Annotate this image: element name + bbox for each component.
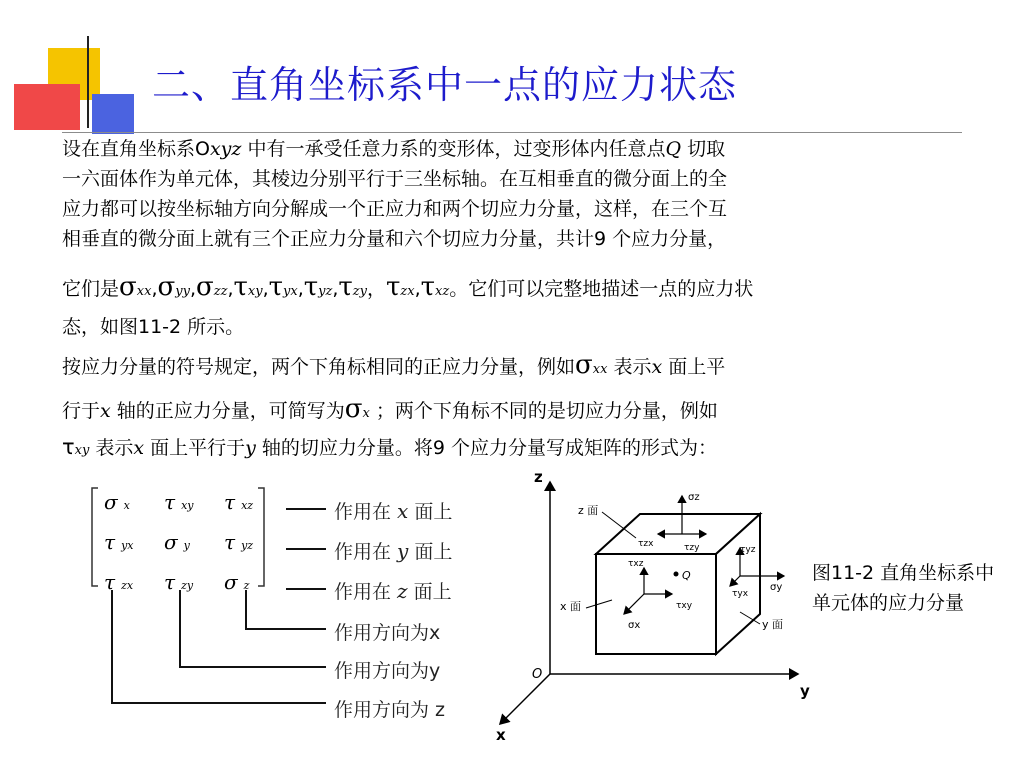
stress-subscript: xx [136,284,152,299]
para2-line3: τxy 表示x 面上平行于y 轴的切应力分量。将9 个应力分量写成矩阵的形式为： [62,435,718,459]
sigma-x-label: σx [628,620,641,631]
label-col-x: 作用方向为x [334,622,441,644]
para2-line1: 按应力分量的符号规定，两个下角标相同的正应力分量，例如σxx 表示x 面上平 [62,350,726,380]
stress-symbol: σ [119,272,137,302]
matrix-cell: τyx [104,530,134,554]
para1-line5: 它们是σxx,σyy,σzz,τxy,τyx,τyz,τzy，τzx,τxz。它们可以完整地描述一点的应力状 [62,272,754,302]
stress-subscript: zz [213,284,228,299]
tau-zx-label: τzx [638,539,654,549]
label-col-z: 作用方向为 z [334,699,446,721]
para1-line4: 相垂直的微分面上就有三个正应力分量和六个切应力分量，共计9 个应力分量， [62,228,727,250]
y-axis-label: y [800,682,810,700]
stress-subscript: xy [247,284,263,299]
stress-symbol: σ [157,272,176,302]
matrix-cell: σy [164,530,190,554]
stress-subscript: yx [283,284,298,299]
decor-blue-square [92,94,134,134]
title-divider [62,132,962,133]
element-cube-figure [478,462,808,762]
figure-caption: 图11-2 直角坐标系中单元体的应力分量 [812,562,995,614]
matrix-cell: τxz [224,490,254,514]
stress-subscript: yz [318,284,333,299]
decor-vertical-line [87,36,89,128]
matrix-cell: τxy [164,490,194,514]
z-axis-label: z [534,468,543,486]
origin-label: O [532,667,543,682]
tau-xy-label: τxy [676,601,693,611]
label-row-z: 作用在 z 面上 [334,579,452,603]
stress-symbol: τ [385,272,401,302]
stress-subscript: zy [352,284,367,299]
matrix-cell: σz [224,570,250,594]
stress-symbol: τ [268,272,283,302]
matrix-cell: τzx [104,570,134,594]
col-x-connector [112,590,326,703]
stress-symbol: τ [233,272,248,302]
tau-yz-label: τyz [740,545,756,555]
point-q-label: Q [682,569,691,582]
matrix-cells [92,486,272,596]
matrix-cell: σx [104,490,130,514]
para1-line6: 态，如图11-2 所示。 [62,316,245,338]
stress-symbol: τ [338,272,353,302]
matrix-cell: τzy [164,570,194,594]
tau-zy-label: τzy [684,543,700,553]
stress-subscript: xz [435,284,450,299]
page-title: 二、直角坐标系中一点的应力状态 [152,63,738,107]
z-face-label: z 面 [578,504,599,517]
sigma-y-label: σy [770,582,783,593]
tau-yx-label: τyx [732,589,749,599]
stress-component-list: σxx,σyy,σzz,τxy,τyx,τyz,τzy，τzx,τxz [119,272,450,302]
y-face-label: y 面 [762,618,784,631]
tau-xz-label: τxz [628,559,644,569]
label-col-y: 作用方向为y [334,660,441,682]
para1-line3: 应力都可以按坐标轴方向分解成一个正应力和两个切应力分量，这样，在三个互 [62,198,728,220]
decor-red-square [14,84,80,130]
point-q [674,572,679,577]
stress-symbol: τ [303,272,319,302]
x-face-label: x 面 [560,600,582,613]
para1-line1: 设在直角坐标系Oxyz 中有一承受任意力系的变形体，过变形体内任意点Q 切取 [62,138,726,160]
label-row-y: 作用在 y 面上 [334,539,453,563]
para2-line2: 行于x 轴的正应力分量，可简写为σx ；两个下角标不同的是切应力分量，例如 [62,394,718,424]
stress-subscript: yy [175,284,190,299]
x-axis [500,674,550,724]
para1-line2: 一六面体作为单元体，其棱边分别平行于三坐标轴。在互相垂直的微分面上的全 [62,168,728,190]
stress-symbol: τ [420,272,435,302]
stress-subscript: zx [400,284,415,299]
label-row-x: 作用在 x 面上 [334,499,453,523]
matrix-cell: τyz [224,530,254,554]
stress-symbol: σ [195,272,214,302]
x-axis-label: x [496,726,506,744]
cube-front-face [596,554,716,654]
sigma-z-label: σz [688,492,700,503]
